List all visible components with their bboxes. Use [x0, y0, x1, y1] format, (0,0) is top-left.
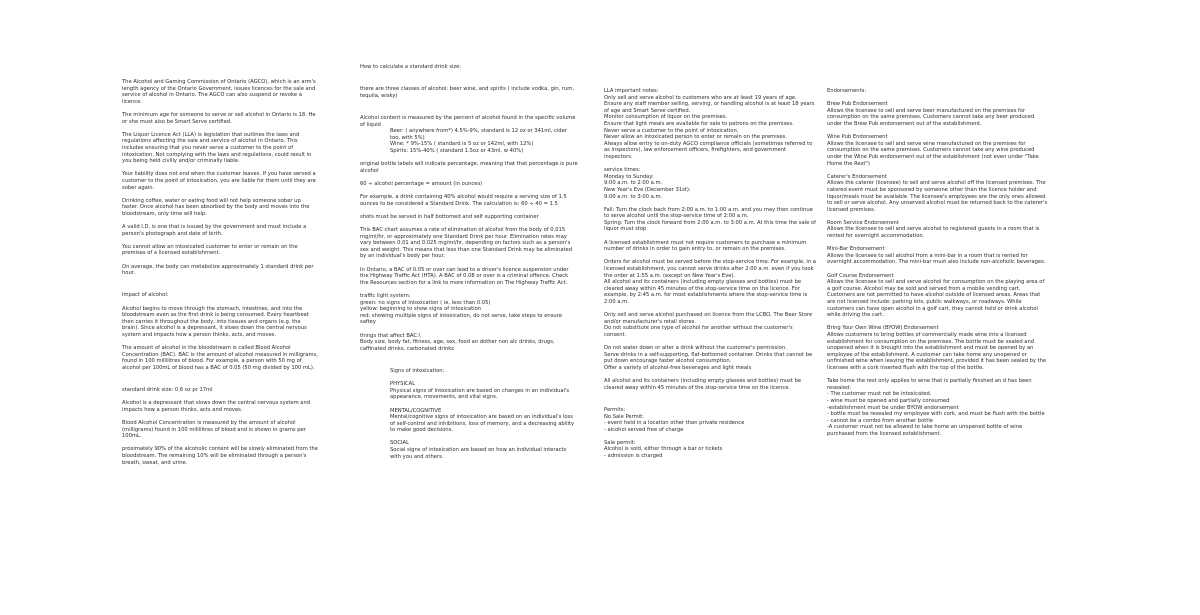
endorsement-heading: Brew Pub Endorsement — [827, 101, 888, 108]
list-item: yellow: beginning to show signs of intoxication — [360, 306, 482, 313]
list-item: 9:00 a.m. to 3:00 a.m. — [604, 193, 663, 200]
daylight-saving — [604, 207, 816, 233]
section-heading-endorsements: Endorsements: — [827, 88, 867, 94]
list-item: Take home the rest only applies to wine that is partially finished an d has been resealed: — [827, 378, 1032, 391]
column-standard-drink — [360, 64, 578, 467]
sign-heading: SOCIAL — [390, 440, 409, 447]
list-item: things that affect BAC:\ — [360, 332, 421, 339]
paragraph: standard drink size: 0.6 oz pr 17ml — [122, 387, 213, 394]
list-item: -A customer must not be allowed to take home an unopened bottle of wine purchased from the licensed establishment. — [827, 424, 1023, 437]
lla-notes — [604, 88, 816, 161]
paragraph: Allows the licensee to sell and serve alcohol for consumption on the playing area of a golf course. Alcohol may be sold and served from a mobile vending cart. Customers are not permitted to have alcohol outside of licensed areas. Areas that are not licensed include: parking lots, public walkways, or roadways. While customers can have open alcohol in a golf cart, they cannot hold or drink alcohol while driving the cart. — [827, 279, 1046, 319]
paragraph: proximately 90% of the alcoholic content will be slowly eliminated from the bloodstream. The remaining 10% will be eliminated through a person's breath, sweat, and urine. — [122, 446, 320, 466]
permits — [604, 407, 816, 460]
service-times — [604, 167, 816, 200]
paragraph: You cannot allow an intoxicated customer to enter or remain on the premises of a licensed establishment. — [122, 243, 300, 257]
section-heading-standard-drink: How to calculate a standard drink size: — [360, 64, 462, 70]
endorsement-heading: Bring Your Own Wine (BYOW) Endorsement — [827, 325, 939, 332]
paragraph: The Alcohol and Gaming Commission of Ontario (AGCO), which is an arm's length agency of the Ontario Government, issues licences for the sale and service of alcohol in Ontario. The AGCO can also suspend or revoke a licence. — [122, 79, 318, 105]
paragraph: Alcohol content is measured by the percent of alcohol found in the specific volume of liquid — [360, 114, 578, 128]
column-endorsements — [827, 88, 1049, 437]
list-item: Fall: Turn the clock back from 2:00 a.m. to 1:00 a.m. and you may then continue to serve alcohol until the stop-service time of 2:00 a.m. — [604, 206, 813, 220]
paragraph: shots must be served in half bottomed and self supporting container — [360, 213, 539, 220]
list-item: Never allow an intoxicated person to enter or remain on the premises. — [604, 134, 787, 141]
list-item: - bottle must be resealed my employee with cork, and must be flush with the bottle — [827, 411, 1045, 418]
paragraph: Physical signs of intoxication are based on changes in an individual's appearance, movements, and vital signs. — [390, 387, 571, 401]
paragraph: Allows the licensee to sell and serve wine manufactured on the premises for consumption on the same premises. Customers cannot take any wine produced under the Wine Pub endorsement out of the establishment (not even under "Take Home the Rest") — [827, 140, 1041, 167]
list-item: Body size, body fat, fitness, age, sex, food an dother non alc drinks, drugs, caffinated drinks, carbonated drinks — [360, 339, 555, 352]
endorsement-heading: Room Service Endorsement — [827, 219, 899, 226]
drink-service-rules — [604, 345, 816, 371]
traffic-light-block — [360, 293, 578, 326]
paragraph: This BAC chart assumes a rate of elimination of alcohol from the body of 0.015 mg/ml/hr, or approximately one Standard Drink per hour. Elimination rates may vary between 0.01 and 0.025 mg/ml/hr, depending on factors such as a person's sex and weight. This means that less than one Standard Drink may be eliminated by an individual's body per hour. — [360, 227, 574, 260]
column-agco-basics — [122, 79, 318, 473]
list-item: Spring: Turn the clock forward from 2:00 a.m. to 3:00 a.m. At this time the sale of liquor must stop — [604, 219, 816, 233]
endorsement-heading: Caterer's Endorsement — [827, 173, 887, 180]
formula: 60 ÷ alcohol percentage = amount (in ounces) — [360, 180, 483, 187]
section-heading-impact: Impact of alcohol: — [122, 292, 169, 299]
bac-factors-block — [360, 333, 578, 353]
list-item: No Sale Permit: — [604, 413, 644, 420]
column-lla-notes — [604, 88, 816, 460]
list-item: - admission is charged — [604, 453, 663, 460]
take-home-rules — [827, 378, 1049, 437]
list-item: Always allow entry to on-duty AGCO compliance officials (sometimes referred to as inspectors), law enforcement officers, firefighters, and government inspectors. — [604, 140, 813, 160]
drink-class-list — [360, 128, 578, 154]
paragraph: Alcohol is a depressant that slows down the central nervous system and impacts how a person thinks, acts and moves. — [122, 400, 312, 413]
list-item: Monday to Sunday: — [604, 173, 654, 180]
list-item: - The customer must not be intoxicated. — [827, 391, 932, 398]
list-item: - wine must be opened and partially consumed — [827, 397, 950, 404]
paragraph: Your liability does not end when the customer leaves. If you have served a customer to the point of intoxication, you are liable for them until they are sober again. — [122, 171, 318, 191]
list-item: Monitor consumption of liquor on the premises. — [604, 114, 728, 121]
list-item: Wine: * 9%-15% ( standard is 5 oz or 142ml, with 12%) — [390, 141, 534, 148]
paragraph: A licensed establishment must not require customers to purchase a minimum number of drinks in order to gain entry to, or remain on the premises. — [604, 239, 808, 253]
list-item: - event held in a location other than private residence — [604, 420, 745, 427]
paragraph: there are three classes of alcohol: beer wine, and spirits ( include vodka, gin, rum, tequila, wisky) — [360, 86, 576, 99]
signs-of-intoxication — [360, 368, 578, 460]
paragraph: Allows the licensee to sell alcohol from a mini-bar in a room that is rented for overnight accommodation. The mini-bar must also include non-alcoholic beverages. — [827, 252, 1046, 266]
paragraph: All alcohol and its containers (including empty glasses and bottles) must be cleared away within 45 minutes of the stop-service time on the licence. For example, by 2:45 a.m. for most establishments where the stop-service time is 2:00 a.m. — [604, 279, 809, 305]
list-item: Spirits: 15%-40% ( standard 1.5oz or 43ml, w 40%) — [390, 147, 524, 154]
paragraph: For example, a drink containing 40% alcohol would require a serving size of 1.5 ounces to be considered a Standard Drink. The calculation is: 60 ÷ 40 = 1.5 — [360, 194, 569, 207]
paragraph: In Ontario, a BAC of 0.05 or over can lead to a driver's licence suspension under the Highway Traffic Act (HTA). A BAC of 0.08 or over is a criminal offence. Check the Resources section for a link to more information on The Highway Traffic Act. — [360, 266, 571, 286]
sign-heading: PHYSICAL — [390, 381, 416, 388]
paragraph: On average, the body can metabolize approximately 1 standard drink per hour. — [122, 263, 316, 277]
list-item: Only sell and serve alcohol to customers who are at least 19 years of age. — [604, 94, 797, 101]
paragraph: Only sell and serve alcohol purchased on licence from the LCBO, The Beer Store and/or manufacturer's retail stores. — [604, 312, 814, 325]
endorsement-heading: Golf Course Endorsement — [827, 272, 894, 279]
paragraph: Allows customers to bring bottles of commercially made wine into a licensed establishment for consumption on the premises. The bottle must be sealed and unopened when it is brought into the establishment and must be opened by an employee of the establishment. A customer can take home any unopened or unfinished wine when leaving the establishment, provided it has been sealed by the licensee with a cork inserted flush with the top of the bottle. — [827, 331, 1048, 371]
endorsement-heading: Mini-Bar Endorsement — [827, 246, 885, 253]
sign-heading: MENTAL/COGNITIVE — [390, 407, 442, 414]
paragraph: The minimum age for someone to serve or sell alcohol in Ontario is 18. He or she must also be Smart Serve certified. — [122, 111, 318, 125]
paragraph: Allows the caterer (licensee) to sell and serve alcohol off the licensed premises. The catered event must be sponsored by someone other than the licence holder and liquor/meals must be available. The licensee's employees are the only ones allowed to sell or serve alcohol. Any unserved alcohol must be returned back to the caterer's licensed premises. — [827, 180, 1049, 213]
paragraph: Allows the licensee to sell and serve alcohol to registered guests in a room that is rented for overnight accommodation. — [827, 226, 1042, 240]
paragraph: Do not substitute one type of alcohol for another without the customer's consent. — [604, 325, 795, 338]
section-heading-lla: LLA important notes: — [604, 88, 659, 94]
list-item: -establishment must be under BYOW endorsement — [827, 404, 959, 411]
paragraph: Allows the licensee to sell and serve beer manufactured on the premises for consumption on the same premises. Customers cannot take any beer produced under the Brew Pub endorsement out of the establishment. — [827, 107, 1036, 127]
paragraph: The Liquor Licence Act (LLA) is legislation that outlines the laws and regulations affecting the sale and service of alcohol in Ontario. This includes ensuring that you never serve a customer to the point of intoxication. Not complying with the laws and regulations, could result in you being held civilly and/or criminally liable. — [122, 131, 314, 165]
list-item: Never serve a customer to the point of intoxication. — [604, 127, 739, 134]
list-item: Do not water down or alter a drink without the customer's permission. — [604, 345, 787, 352]
list-item: New Year's Eve (December 31st): — [604, 186, 691, 193]
list-item: traffic light system: — [360, 293, 411, 299]
paragraph: The amount of alcohol in the bloodstream is called Blood Alcohol Concentration (BAC). BAC is the amount of alcohol measured in milligrams, found in 100 millilitres of blood. For example, a person with 50 mg of alcohol per 100mL of blood has a BAC of 0.05 (50 mg divided by 100 mL). — [122, 345, 320, 371]
section-heading-service-times: service times: — [604, 167, 641, 174]
paragraph: Orders for alcohol must be served before the stop-service time. For example, in a licensed establishment, you cannot serve drinks after 2:00 a.m. even if you took the order at 1:55 a.m. (except on New Year's Eve). — [604, 259, 818, 279]
paragraph: Mental/cognitive signs of intoxication are based on an individual's loss of self-control and inhibitions, loss of memory, and a decreasing ability to make good decisions. — [390, 414, 576, 434]
list-item: red: showing multiple signs of intoxication, do not serve, take steps to ensure saftey — [360, 312, 562, 326]
list-item: 9:00 a.m. to 2:00 a.m. — [604, 180, 663, 187]
section-heading-signs: Signs of intoxication: — [390, 367, 445, 374]
paragraph: A valid I.D. is one that is issued by the government and must include a person's photograph and date of birth. — [122, 224, 308, 237]
section-heading-permits: Permits: — [604, 406, 626, 413]
list-item: - alcohol served free of charge — [604, 426, 684, 433]
list-item: Sale permit: — [604, 439, 636, 446]
paragraph: Drinking coffee, water or eating food will not help someone sober up faster. Once alcohol has been absorbed by the body and moves into the bloodstream, only time will help. — [122, 197, 312, 217]
list-item: Alcohol is sold, either through a bar or tickets — [604, 446, 723, 453]
list-item: - cannot be a combo from another bottle — [827, 417, 933, 424]
list-item: Ensure any staff member selling, serving, or handling alcohol is at least 18 years of age and Smart Serve certified. — [604, 101, 815, 114]
list-item: Offer a variety of alcohol-free beverages and light meals — [604, 364, 752, 371]
paragraph: All alcohol and its containers (including empty glasses and bottles) must be cleared away within 45 minutes of the stop-service time on the licence. — [604, 378, 803, 391]
list-item: Ensure that light meals are available for sale to patrons on the premises. — [604, 120, 794, 127]
paragraph: Social signs of intoxication are based on how an individual interacts with you and others. — [390, 447, 568, 460]
paragraph: Alcohol begins to move through the stomach, intestines, and into the bloodstream even as the first drink is being consumed. Every heartbeat then carries it throughout the body, into tissues and organs (e.g. the brain). Since alcohol is a depressant, it slows down the central nervous system and impacts how a person thinks, acts, and moves. — [122, 305, 311, 338]
list-item: Beer: ( anywhere from*) 4.5%-9%, standard is 12 oz or 341ml, cider too, with 5%) — [390, 128, 567, 141]
list-item: Serve drinks in a self-supporting, flat-bottomed container. Drinks that cannot be put down encourage faster alcohol consumption. — [604, 351, 813, 365]
list-item: green: no signs of intoxication ( ie, less than 0.05) — [360, 299, 491, 306]
paragraph: original bottle labels will indicate percentage, meaning that that percentage is pure alcohol — [360, 161, 580, 174]
endorsement-heading: Wine Pub Endorsement — [827, 134, 888, 141]
paragraph: Blood Alcohol Concentration is measured by the amount of alcohol (milligrams) found in 100 millilitres of blood and is shown in grams per 100mL. — [122, 420, 308, 440]
